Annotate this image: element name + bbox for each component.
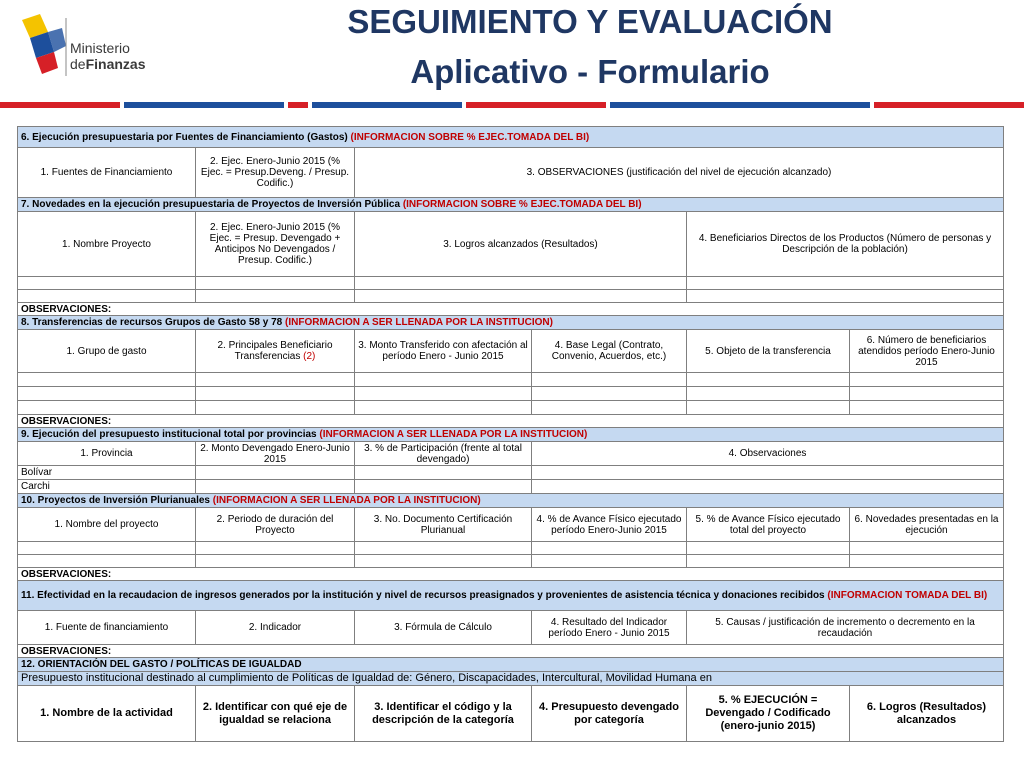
s6-col-ejec: 2. Ejec. Enero-Junio 2015 (% Ejec. = Presup.Deveng. / Presup. Codific.) (196, 148, 355, 198)
section-12-header (18, 658, 1004, 672)
s10-cell[interactable] (532, 542, 687, 555)
s8-data-row (18, 387, 1004, 401)
s12-col-presupuesto: 4. Presupuesto devengado por categoría (532, 686, 687, 742)
section-9-note: (INFORMACION A SER LLENADA POR LA INSTITUCION) (319, 429, 588, 440)
s8-col-beneficiario-label: 2. Principales Beneficiario Transferencias (217, 340, 333, 362)
s10-cell[interactable] (355, 542, 532, 555)
s11-observations[interactable]: OBSERVACIONES: (18, 645, 1004, 658)
s8-cell[interactable] (355, 373, 532, 387)
s8-data-row (18, 373, 1004, 387)
s9-cell[interactable] (532, 480, 1004, 494)
section-8-header (18, 316, 1004, 330)
section-12-band (18, 672, 1004, 686)
s9-cell[interactable] (355, 466, 532, 480)
s9-row-bolivar (18, 466, 1004, 480)
s9-provincia-bolivar: Bolívar (18, 466, 196, 480)
section-10-note: (INFORMACION A SER LLENADA POR LA INSTITUCION) (212, 495, 481, 506)
section-12-band-text: Presupuesto institucional destinado al cumplimiento de Políticas de Igualdad de: Género, Discapacidades, Intercultural, Movilidad Humana en (18, 672, 1004, 686)
s10-observations-row (18, 568, 1004, 581)
section-9-header (18, 428, 1004, 442)
s8-data-row (18, 401, 1004, 415)
s10-observations[interactable]: OBSERVACIONES: (18, 568, 1004, 581)
section-7-title: 7. Novedades en la ejecución presupuestaria de Proyectos de Inversión Pública (21, 199, 401, 210)
section-12-title: 12. ORIENTACIÓN DEL GASTO / POLÍTICAS DE IGUALDAD (18, 658, 1004, 672)
s8-cell[interactable] (196, 387, 355, 401)
s7-data-row (18, 277, 1004, 290)
logo-wordmark (70, 40, 145, 72)
s8-cell[interactable] (687, 373, 850, 387)
s9-row-carchi (18, 480, 1004, 494)
s6-col-observaciones: 3. OBSERVACIONES (justificación del nivel de ejecución alcanzado) (355, 148, 1004, 198)
section-11-title: 11. Efectividad en la recaudacion de ingresos generados por la institución y nivel de recursos preasignados y provenientes de asistencia técnica y donaciones recibidos (21, 590, 825, 601)
s9-cell[interactable] (355, 480, 532, 494)
s9-col-participacion: 3. % de Participación (frente al total devengado) (355, 442, 532, 466)
s7-col-beneficiarios: 4. Beneficiarios Directos de los Productos (Número de personas y Descripción de la población) (687, 212, 1004, 277)
s12-col-actividad: 1. Nombre de la actividad (18, 686, 196, 742)
s7-cell[interactable] (687, 290, 1004, 303)
s8-observations-row (18, 415, 1004, 428)
s10-cell[interactable] (850, 555, 1004, 568)
s10-data-row (18, 542, 1004, 555)
section-11-note: (INFORMACION TOMADA DEL BI) (827, 590, 988, 601)
s10-col-avance-total: 5. % de Avance Físico ejecutado total del proyecto (687, 508, 850, 542)
s8-col-beneficiario (196, 330, 355, 373)
s8-cell[interactable] (196, 373, 355, 387)
s7-cell[interactable] (687, 277, 1004, 290)
s8-cell[interactable] (532, 373, 687, 387)
s10-cell[interactable] (18, 542, 196, 555)
s8-cell[interactable] (355, 401, 532, 415)
s7-cell[interactable] (196, 277, 355, 290)
s12-col-ejecucion: 5. % EJECUCIÓN = Devengado / Codificado (enero-junio 2015) (687, 686, 850, 742)
s9-provincia-carchi: Carchi (18, 480, 196, 494)
logo-brand-line (70, 56, 145, 72)
s7-cell[interactable] (355, 290, 687, 303)
section-7-columns (18, 212, 1004, 277)
s8-cell[interactable] (355, 387, 532, 401)
s11-col-resultado: 4. Resultado del Indicador período Enero - Junio 2015 (532, 611, 687, 645)
s10-col-nombre: 1. Nombre del proyecto (18, 508, 196, 542)
section-8-title: 8. Transferencias de recursos Grupos de Gasto 58 y 78 (21, 317, 283, 328)
s7-col-nombre: 1. Nombre Proyecto (18, 212, 196, 277)
section-7-header (18, 198, 1004, 212)
section-8-columns (18, 330, 1004, 373)
section-11-columns (18, 611, 1004, 645)
s10-cell[interactable] (687, 542, 850, 555)
section-10-columns (18, 508, 1004, 542)
s10-cell[interactable] (532, 555, 687, 568)
s7-col-logros: 3. Logros alcanzados (Resultados) (355, 212, 687, 277)
logo-name: Ministerio (70, 40, 130, 56)
s10-cell[interactable] (850, 542, 1004, 555)
s8-cell[interactable] (18, 387, 196, 401)
section-9-title: 9. Ejecución del presupuesto institucional total por provincias (21, 429, 317, 440)
s7-cell[interactable] (18, 277, 196, 290)
s10-col-novedades: 6. Novedades presentadas en la ejecución (850, 508, 1004, 542)
s9-cell[interactable] (532, 466, 1004, 480)
section-8-note: (INFORMACION A SER LLENADA POR LA INSTITUCION) (285, 317, 553, 328)
s7-observations[interactable]: OBSERVACIONES: (18, 303, 1004, 316)
s8-observations[interactable]: OBSERVACIONES: (18, 415, 1004, 428)
s10-col-periodo: 2. Periodo de duración del Proyecto (196, 508, 355, 542)
section-10-header (18, 494, 1004, 508)
section-6-header (18, 127, 1004, 148)
s10-cell[interactable] (18, 555, 196, 568)
s9-col-provincia: 1. Provincia (18, 442, 196, 466)
s9-col-monto: 2. Monto Devengado Enero-Junio 2015 (196, 442, 355, 466)
section-10-title: 10. Proyectos de Inversión Plurianuales (21, 495, 210, 506)
s8-cell[interactable] (18, 401, 196, 415)
s10-cell[interactable] (196, 555, 355, 568)
section-6-note: (INFORMACION SOBRE % EJEC.TOMADA DEL BI) (350, 131, 590, 143)
s10-col-documento: 3. No. Documento Certificación Plurianual (355, 508, 532, 542)
s8-cell[interactable] (850, 387, 1004, 401)
evaluation-form (17, 126, 1004, 742)
s11-col-causas: 5. Causas / justificación de incremento o decremento en la recaudación (687, 611, 1004, 645)
s9-col-observaciones: 4. Observaciones (532, 442, 1004, 466)
s8-cell[interactable] (687, 387, 850, 401)
s8-col-base-legal: 4. Base Legal (Contrato, Convenio, Acuerdos, etc.) (532, 330, 687, 373)
s12-col-eje: 2. Identificar con qué eje de igualdad se relaciona (196, 686, 355, 742)
s10-cell[interactable] (355, 555, 532, 568)
s7-observations-row (18, 303, 1004, 316)
section-6-title: 6. Ejecución presupuestaria por Fuentes de Financiamiento (Gastos) (21, 131, 348, 143)
s9-cell[interactable] (196, 480, 355, 494)
section-12-columns (18, 686, 1004, 742)
s8-col-beneficiario-note: (2) (303, 351, 316, 362)
s12-col-logros: 6. Logros (Resultados) alcanzados (850, 686, 1004, 742)
s8-col-beneficiarios: 6. Número de beneficiarios atendidos período Enero-Junio 2015 (850, 330, 1004, 373)
section-6-columns (18, 148, 1004, 198)
s9-cell[interactable] (196, 466, 355, 480)
section-7-note: (INFORMACION SOBRE % EJEC.TOMADA DEL BI) (402, 199, 642, 210)
s10-cell[interactable] (196, 542, 355, 555)
s8-cell[interactable] (532, 387, 687, 401)
s7-cell[interactable] (196, 290, 355, 303)
header-stripes (0, 102, 1024, 112)
s11-col-formula: 3. Fórmula de Cálculo (355, 611, 532, 645)
slide-title: SEGUIMIENTO Y EVALUACIÓN (347, 3, 833, 40)
s6-col-fuentes: 1. Fuentes de Financiamiento (18, 148, 196, 198)
s7-data-row (18, 290, 1004, 303)
slide-subtitle: Aplicativo - Formulario (410, 53, 770, 90)
s8-cell[interactable] (18, 373, 196, 387)
s8-cell[interactable] (850, 373, 1004, 387)
section-9-columns (18, 442, 1004, 466)
section-11-header (18, 581, 1004, 611)
logo-brand: Finanzas (85, 56, 146, 72)
s8-col-objeto: 5. Objeto de la transferencia (687, 330, 850, 373)
s7-cell[interactable] (355, 277, 687, 290)
s8-cell[interactable] (687, 401, 850, 415)
s8-col-monto: 3. Monto Transferido con afectación al período Enero - Junio 2015 (355, 330, 532, 373)
s10-col-avance-periodo: 4. % de Avance Físico ejecutado período Enero-Junio 2015 (532, 508, 687, 542)
s8-cell[interactable] (532, 401, 687, 415)
s8-col-grupo: 1. Grupo de gasto (18, 330, 196, 373)
s7-col-ejec: 2. Ejec. Enero-Junio 2015 (% Ejec. = Presup. Devengado + Anticipos No Devengados / Presup. Codific.) (196, 212, 355, 277)
logo-de: de (70, 56, 86, 72)
s8-cell[interactable] (850, 401, 1004, 415)
s12-col-codigo: 3. Identificar el código y la descripción de la categoría (355, 686, 532, 742)
s8-cell[interactable] (196, 401, 355, 415)
slide-header (0, 0, 1024, 120)
s10-cell[interactable] (687, 555, 850, 568)
s11-col-indicador: 2. Indicador (196, 611, 355, 645)
s7-cell[interactable] (18, 290, 196, 303)
s11-observations-row (18, 645, 1004, 658)
s11-col-fuente: 1. Fuente de financiamiento (18, 611, 196, 645)
s10-data-row (18, 555, 1004, 568)
